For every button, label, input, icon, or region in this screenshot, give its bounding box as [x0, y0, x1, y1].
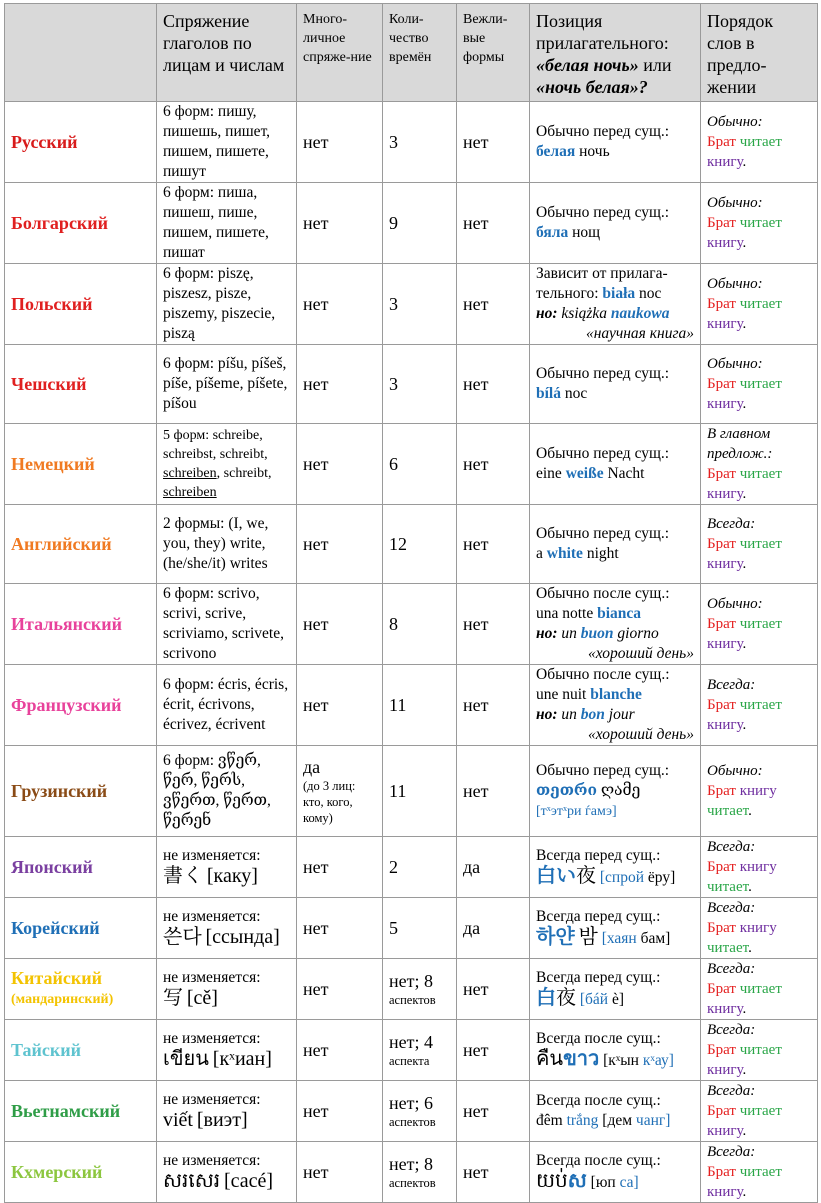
header-tenses: Коли-чество времён: [383, 4, 457, 102]
language-name: Чешский: [5, 345, 157, 424]
polite-cell: нет: [457, 584, 530, 665]
language-name: Немецкий: [5, 424, 157, 505]
word-order-cell: В главном предлож.: Брат читает книгу.: [701, 424, 818, 505]
table-row: [5, 264, 818, 345]
table-row: [5, 1020, 818, 1081]
word-order-cell: Всегда: Брат книгу читает.: [701, 898, 818, 959]
table-row: [5, 837, 818, 898]
tenses-cell: 3: [383, 264, 457, 345]
polypersonal-cell: нет: [297, 1142, 383, 1203]
language-name: Болгарский: [5, 183, 157, 264]
tenses-cell: 12: [383, 505, 457, 584]
conjugation-cell: 6 форм: piszę, piszesz, pisze, piszemy, piszecie, piszą: [157, 264, 297, 345]
table-row: [5, 898, 818, 959]
polite-cell: нет: [457, 345, 530, 424]
polite-cell: нет: [457, 264, 530, 345]
word-order-cell: Всегда: Брат читает книгу.: [701, 505, 818, 584]
word-order-cell: Всегда: Брат книгу читает.: [701, 837, 818, 898]
adj-position-cell: Обычно перед сущ.: eine weiße Nacht: [530, 424, 701, 505]
polite-cell: нет: [457, 1142, 530, 1203]
polypersonal-cell: нет: [297, 183, 383, 264]
adj-position-cell: Всегда после сущ.: đêm trắng [дем чанг]: [530, 1081, 701, 1142]
adj-position-cell: Обычно после сущ.: une nuit blanche но: un bon jour «хороший день»: [530, 665, 701, 746]
header-word-order: Порядок слов в предло-жении: [701, 4, 818, 102]
language-name: Русский: [5, 102, 157, 183]
word-order-cell: Обычно: Брат читает книгу.: [701, 264, 818, 345]
conjugation-cell: 6 форм: пиша, пишеш, пише, пишем, пишете, пишат: [157, 183, 297, 264]
header-conjugation: Спряжение глаголов по лицам и числам: [157, 4, 297, 102]
table-row: [5, 665, 818, 746]
polypersonal-cell: нет: [297, 584, 383, 665]
polite-cell: да: [457, 898, 530, 959]
tenses-cell: 2: [383, 837, 457, 898]
table-row: [5, 584, 818, 665]
word-order-cell: Обычно: Брат читает книгу.: [701, 345, 818, 424]
word-order-cell: Всегда: Брат читает книгу.: [701, 959, 818, 1020]
conjugation-cell: не изменяется: เขียน [кˣиан]: [157, 1020, 297, 1081]
tenses-cell: 11: [383, 746, 457, 837]
polite-cell: нет: [457, 102, 530, 183]
conjugation-cell: 6 форм: écris, écris, écrit, écrivons, écrivez, écrivent: [157, 665, 297, 746]
header-polypersonal: Много-личное спряже-ние: [297, 4, 383, 102]
language-name: Корейский: [5, 898, 157, 959]
adj-position-cell: Всегда перед сущ.: 白夜 [бáй è]: [530, 959, 701, 1020]
polite-cell: нет: [457, 959, 530, 1020]
header-adj-position: Позиция прилагательного: «белая ночь» или «ночь белая»?: [530, 4, 701, 102]
adj-position-cell: Обычно перед сущ.: белая ночь: [530, 102, 701, 183]
table-row: [5, 102, 818, 183]
tenses-cell: нет; 6 аспектов: [383, 1081, 457, 1142]
tenses-cell: 6: [383, 424, 457, 505]
language-name: Польский: [5, 264, 157, 345]
table-row: [5, 1142, 818, 1203]
table-row: [5, 1081, 818, 1142]
word-order-cell: Обычно: Брат книгу читает.: [701, 746, 818, 837]
polite-cell: нет: [457, 183, 530, 264]
conjugation-cell: 6 форм: píšu, píšeš, píše, píšeme, píšete, píšou: [157, 345, 297, 424]
tenses-cell: 9: [383, 183, 457, 264]
adj-position-cell: Обычно перед сущ.: a white night: [530, 505, 701, 584]
language-name: Кхмерский: [5, 1142, 157, 1203]
polite-cell: нет: [457, 505, 530, 584]
polite-cell: нет: [457, 665, 530, 746]
conjugation-cell: 6 форм: scrivo, scrivi, scrive, scriviamo, scrivete, scrivono: [157, 584, 297, 665]
table-row: [5, 959, 818, 1020]
polypersonal-cell: нет: [297, 424, 383, 505]
tenses-cell: нет; 8 аспектов: [383, 959, 457, 1020]
tenses-cell: 8: [383, 584, 457, 665]
table-row: [5, 505, 818, 584]
conjugation-cell: 6 форм: ვწერ, წერ, წერს, ვწერთ, წერთ, წერენ: [157, 746, 297, 837]
adj-position-cell: Всегда перед сущ.: 하얀 밤 [хаян бам]: [530, 898, 701, 959]
polypersonal-cell: нет: [297, 505, 383, 584]
word-order-cell: Всегда: Брат читает книгу.: [701, 1020, 818, 1081]
word-order-cell: Всегда: Брат читает книгу.: [701, 1081, 818, 1142]
languages-comparison-table: [4, 3, 818, 1203]
language-name: Китайский (мандаринский): [5, 959, 157, 1020]
table-row: [5, 424, 818, 505]
polypersonal-cell: нет: [297, 1081, 383, 1142]
polypersonal-cell: нет: [297, 345, 383, 424]
language-name: Итальянский: [5, 584, 157, 665]
polypersonal-cell: нет: [297, 264, 383, 345]
tenses-cell: 11: [383, 665, 457, 746]
header-row: [5, 4, 818, 102]
language-name: Английский: [5, 505, 157, 584]
polypersonal-cell: нет: [297, 1020, 383, 1081]
polypersonal-cell: нет: [297, 898, 383, 959]
polite-cell: нет: [457, 424, 530, 505]
polite-cell: да: [457, 837, 530, 898]
polite-cell: нет: [457, 1020, 530, 1081]
adj-position-cell: Всегда после сущ.: យប់ស [юп са]: [530, 1142, 701, 1203]
table-row: [5, 746, 818, 837]
polypersonal-cell: да (до 3 лиц: кто, кого, кому): [297, 746, 383, 837]
conjugation-cell: не изменяется: សរសេរ [сасé]: [157, 1142, 297, 1203]
header-polite: Вежли-вые формы: [457, 4, 530, 102]
word-order-cell: Всегда: Брат читает книгу.: [701, 665, 818, 746]
language-name: Грузинский: [5, 746, 157, 837]
header-empty: [5, 4, 157, 102]
conjugation-cell: не изменяется: 写 [cě]: [157, 959, 297, 1020]
conjugation-cell: 2 формы: (I, we, you, they) write, (he/she/it) writes: [157, 505, 297, 584]
polite-cell: нет: [457, 1081, 530, 1142]
table-row: [5, 183, 818, 264]
tenses-cell: 3: [383, 345, 457, 424]
adj-position-cell: Обычно перед сущ.: თეთრი ღამე [тˣэтˣри ѓамэ]: [530, 746, 701, 837]
adj-position-cell: Обычно после сущ.: una notte bianca но: un buon giorno «хороший день»: [530, 584, 701, 665]
tenses-cell: нет; 4 аспекта: [383, 1020, 457, 1081]
language-name: Вьетнамский: [5, 1081, 157, 1142]
word-order-cell: Обычно: Брат читает книгу.: [701, 102, 818, 183]
language-name: Японский: [5, 837, 157, 898]
tenses-cell: 3: [383, 102, 457, 183]
polypersonal-cell: нет: [297, 665, 383, 746]
adj-position-cell: Обычно перед сущ.: bílá noc: [530, 345, 701, 424]
conjugation-cell: не изменяется: 書く [каку]: [157, 837, 297, 898]
adj-position-cell: Всегда после сущ.: คืนขาว [кˣын кˣау]: [530, 1020, 701, 1081]
conjugation-cell: не изменяется: viết [виэт]: [157, 1081, 297, 1142]
adj-position-cell: Всегда перед сущ.: 白い夜 [спрой ёру]: [530, 837, 701, 898]
polypersonal-cell: нет: [297, 837, 383, 898]
language-name: Французский: [5, 665, 157, 746]
word-order-cell: Всегда: Брат читает книгу.: [701, 1142, 818, 1203]
polypersonal-cell: нет: [297, 959, 383, 1020]
conjugation-cell: 5 форм: schreibe, schreibst, schreibt, schreiben, schreibt, schreiben: [157, 424, 297, 505]
language-name: Тайский: [5, 1020, 157, 1081]
conjugation-cell: 6 форм: пишу, пишешь, пишет, пишем, пишете, пишут: [157, 102, 297, 183]
conjugation-cell: не изменяется: 쓴다 [ссында]: [157, 898, 297, 959]
word-order-cell: Обычно: Брат читает книгу.: [701, 584, 818, 665]
adj-position-cell: Зависит от прилага-тельного: biała noc но: książka naukowa «научная книга»: [530, 264, 701, 345]
tenses-cell: нет; 8 аспектов: [383, 1142, 457, 1203]
adj-position-cell: Обычно перед сущ.: бяла нощ: [530, 183, 701, 264]
polypersonal-cell: нет: [297, 102, 383, 183]
table-row: [5, 345, 818, 424]
word-order-cell: Обычно: Брат читает книгу.: [701, 183, 818, 264]
polite-cell: нет: [457, 746, 530, 837]
tenses-cell: 5: [383, 898, 457, 959]
